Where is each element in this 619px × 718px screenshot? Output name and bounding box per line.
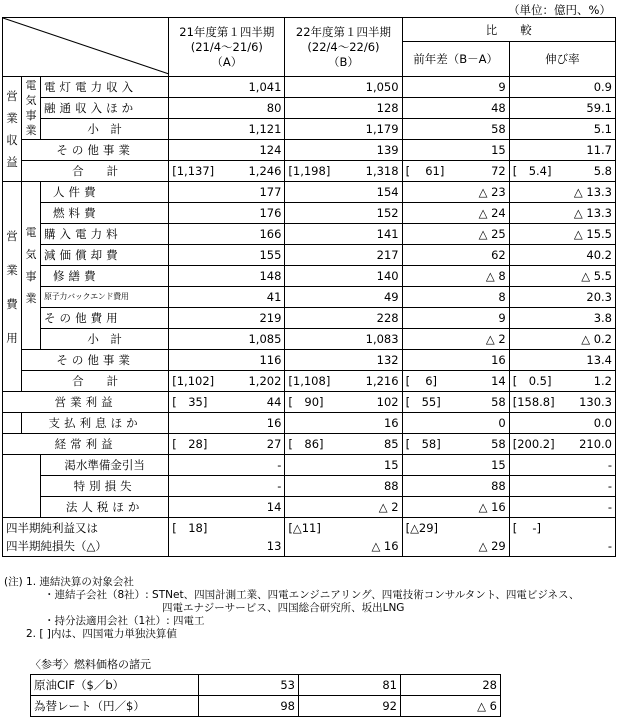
cell-rate: 5.8 xyxy=(545,161,615,182)
group-expense: 営 業 費 用 xyxy=(3,182,22,392)
cell-a: - xyxy=(169,476,285,497)
table-row xyxy=(3,224,616,245)
table-row xyxy=(3,287,616,308)
cell-diff: △ 8 xyxy=(402,266,509,287)
cell-b-bracket: [ 90] xyxy=(285,392,342,413)
cell-a: - xyxy=(169,455,285,476)
cell-diff-value: △ 29 xyxy=(478,539,506,553)
cell-a: 80 xyxy=(169,98,285,119)
cell-a xyxy=(169,518,285,557)
cell-diff: 88 xyxy=(402,476,509,497)
cell-diff: 9 xyxy=(402,308,509,329)
col-a-key: （A） xyxy=(211,54,243,69)
cell-diff: △ 25 xyxy=(402,224,509,245)
row-label: 渇水準備金引当 xyxy=(41,455,169,476)
cell-b: 132 xyxy=(285,350,402,371)
header-rate: 伸び率 xyxy=(509,42,615,77)
cell-rate: 5.1 xyxy=(509,119,615,140)
cell-rate-bracket: [ -] xyxy=(512,521,541,535)
cell-a: 44 xyxy=(226,392,285,413)
table-row xyxy=(3,182,616,203)
reference-title: 〈参考〉燃料価格の諸元 xyxy=(30,658,151,671)
note-3: 四電エナジーサービス、四国総合研究所、坂出LNG xyxy=(162,602,405,614)
row-label: その他費用 xyxy=(41,308,169,329)
cell-rate: 130.3 xyxy=(545,392,615,413)
row-label-net xyxy=(3,518,169,557)
cell-b: △ 2 xyxy=(285,497,402,518)
cell-a: 116 xyxy=(169,350,285,371)
table-row xyxy=(3,434,616,455)
row-label: 小 計 xyxy=(41,119,169,140)
group-revenue: 営 業 収 益 xyxy=(3,77,22,182)
cell-a: 27 xyxy=(226,434,285,455)
cell-rate: △ 0.2 xyxy=(509,329,615,350)
cell-rate xyxy=(509,518,615,557)
row-label: 人件費 xyxy=(41,182,169,203)
cell-rate: 1.2 xyxy=(545,371,615,392)
cell-a: 1,246 xyxy=(226,161,285,182)
table-row xyxy=(3,77,616,98)
table-row xyxy=(3,245,616,266)
cell-a-bracket: [1,102] xyxy=(169,371,226,392)
cell-b: 85 xyxy=(342,434,402,455)
cell-a: 166 xyxy=(169,224,285,245)
cell-rate: 210.0 xyxy=(545,434,615,455)
cell-diff: 14 xyxy=(449,371,509,392)
cell-rate-value: - xyxy=(607,539,612,553)
cell-rate: 11.7 xyxy=(509,140,615,161)
cell-b: 228 xyxy=(285,308,402,329)
cell-a: 176 xyxy=(169,203,285,224)
row-label: 法人税ほか xyxy=(41,497,169,518)
header-diff: 前年差（B－A） xyxy=(402,42,509,77)
cell-diff-bracket: [ 6] xyxy=(402,371,449,392)
cell-a: 16 xyxy=(169,413,285,434)
cell-a: 1,085 xyxy=(169,329,285,350)
cell-b: 49 xyxy=(285,287,402,308)
cell-a: 14 xyxy=(169,497,285,518)
table-row xyxy=(31,696,501,717)
table-row xyxy=(3,203,616,224)
cell-rate: △ 15.5 xyxy=(509,224,615,245)
cell-rate: 59.1 xyxy=(509,98,615,119)
row-label: 融通収入ほか xyxy=(41,98,169,119)
row-label: 原子力バックエンド費用 xyxy=(41,287,169,308)
row-label: 購入電力料 xyxy=(41,224,169,245)
ref-cell-b: 92 xyxy=(299,696,401,717)
table-row xyxy=(3,161,616,182)
cell-b: 141 xyxy=(285,224,402,245)
cell-a: 219 xyxy=(169,308,285,329)
ref-cell-a: 98 xyxy=(199,696,299,717)
row-label: 合 計 xyxy=(22,371,169,392)
cell-diff xyxy=(402,518,509,557)
cell-rate: △ 13.3 xyxy=(509,182,615,203)
table-row xyxy=(3,371,616,392)
table-row xyxy=(3,266,616,287)
cell-b: 1,216 xyxy=(342,371,402,392)
cell-diff: 16 xyxy=(402,350,509,371)
cell-rate: 0.9 xyxy=(509,77,615,98)
header-col-a xyxy=(169,18,285,77)
cell-rate: 20.3 xyxy=(509,287,615,308)
reference-table xyxy=(30,674,501,717)
header-corner xyxy=(3,18,169,77)
row-label: 燃料費 xyxy=(41,203,169,224)
row-label: その他事業 xyxy=(22,140,169,161)
table-row xyxy=(3,140,616,161)
cell-diff: 0 xyxy=(402,413,509,434)
cell-diff: 15 xyxy=(402,455,509,476)
cell-b-bracket: [△11] xyxy=(288,521,321,535)
row-label: 営業利益 xyxy=(3,392,169,413)
cell-a-bracket: [ 28] xyxy=(169,434,226,455)
cell-diff: 58 xyxy=(449,434,509,455)
cell-rate: △ 13.3 xyxy=(509,203,615,224)
row-label: 小 計 xyxy=(41,329,169,350)
cell-diff: 62 xyxy=(402,245,509,266)
notes xyxy=(4,576,579,641)
cell-rate: 0.0 xyxy=(509,413,615,434)
table-row xyxy=(31,675,501,696)
table-row xyxy=(3,476,616,497)
cell-b: 16 xyxy=(285,413,402,434)
corner-diagonal xyxy=(3,18,169,74)
col-b-key: （B） xyxy=(328,54,359,69)
row-label: 電灯電力収入 xyxy=(41,77,169,98)
net-label-line1: 四半期純利益又は xyxy=(6,521,98,535)
cell-b: 154 xyxy=(285,182,402,203)
note-5: 2. [ ]内は、四国電力単独決算値 xyxy=(26,628,177,640)
table-row xyxy=(3,98,616,119)
cell-a: 41 xyxy=(169,287,285,308)
cell-a: 1,121 xyxy=(169,119,285,140)
cell-rate-bracket: [ 5.4] xyxy=(509,161,545,182)
header-compare: 比 較 xyxy=(402,18,615,42)
table-row xyxy=(3,392,616,413)
cell-b: 102 xyxy=(342,392,402,413)
cell-rate: - xyxy=(509,476,615,497)
cell-a-bracket: [ 18] xyxy=(172,521,208,535)
row-label: 修繕費 xyxy=(41,266,169,287)
cell-b: 128 xyxy=(285,98,402,119)
cell-diff: 58 xyxy=(402,119,509,140)
table-row xyxy=(3,518,616,557)
cell-rate-bracket: [158.8] xyxy=(509,392,545,413)
cell-b-bracket: [ 86] xyxy=(285,434,342,455)
cell-diff: 8 xyxy=(402,287,509,308)
cell-rate: - xyxy=(509,497,615,518)
cell-diff: 72 xyxy=(449,161,509,182)
note-1: (注) 1. 連結決算の対象会社 xyxy=(4,576,134,588)
cell-a: 177 xyxy=(169,182,285,203)
cell-b: 139 xyxy=(285,140,402,161)
cell-a-value: 13 xyxy=(266,539,282,553)
cell-a: 148 xyxy=(169,266,285,287)
table-row xyxy=(3,455,616,476)
net-label-line2: 四半期純損失（△） xyxy=(6,539,107,553)
header-col-b xyxy=(285,18,402,77)
ref-cell-diff: 28 xyxy=(401,675,501,696)
cell-diff: △ 23 xyxy=(402,182,509,203)
cell-a-bracket: [1,137] xyxy=(169,161,226,182)
col-b-title: 22年度第１四半期 xyxy=(295,24,392,39)
ref-label: 為替レート（円／$） xyxy=(31,696,199,717)
cell-diff: 58 xyxy=(449,392,509,413)
row-label: その他事業 xyxy=(22,350,169,371)
cell-b-bracket: [1,108] xyxy=(285,371,342,392)
cell-diff: 48 xyxy=(402,98,509,119)
row-label: 合 計 xyxy=(22,161,169,182)
cell-diff: △ 24 xyxy=(402,203,509,224)
cell-a-bracket: [ 35] xyxy=(169,392,226,413)
row-label: 経常利益 xyxy=(3,434,169,455)
cell-b: 1,179 xyxy=(285,119,402,140)
table-row xyxy=(3,497,616,518)
cell-diff-bracket: [ 58] xyxy=(402,434,449,455)
cell-b: 1,050 xyxy=(285,77,402,98)
cell-diff-bracket: [ 55] xyxy=(402,392,449,413)
col-a-period: (21/4～21/6) xyxy=(190,39,263,54)
ref-label: 原油CIF（$／b） xyxy=(31,675,199,696)
cell-b: 140 xyxy=(285,266,402,287)
table-row xyxy=(3,329,616,350)
table-row xyxy=(3,413,616,434)
cell-diff: 15 xyxy=(402,140,509,161)
ref-cell-a: 53 xyxy=(199,675,299,696)
cell-b: 88 xyxy=(285,476,402,497)
cell-a: 124 xyxy=(169,140,285,161)
ref-cell-b: 81 xyxy=(299,675,401,696)
cell-rate: 3.8 xyxy=(509,308,615,329)
cell-rate: - xyxy=(509,455,615,476)
group-electric-expense: 電 気 事 業 xyxy=(22,182,41,350)
cell-diff: △ 2 xyxy=(402,329,509,350)
cell-b: 1,083 xyxy=(285,329,402,350)
cell-diff: △ 16 xyxy=(402,497,509,518)
cell-b xyxy=(285,518,402,557)
cell-a: 1,202 xyxy=(226,371,285,392)
cell-b: 1,318 xyxy=(342,161,402,182)
cell-b: 217 xyxy=(285,245,402,266)
table-row xyxy=(3,350,616,371)
note-2: ・連結子会社（8社）: STNet、四国計測工業、四電エンジニアリング、四電技術コンサルタント、四電ビジネス、 xyxy=(44,589,580,601)
cell-b-value: △ 16 xyxy=(371,539,399,553)
cell-b: 15 xyxy=(285,455,402,476)
cell-diff: 9 xyxy=(402,77,509,98)
group-electric-revenue: 電 気 事 業 xyxy=(22,77,41,140)
spacer xyxy=(3,413,22,434)
cell-b-bracket: [1,198] xyxy=(285,161,342,182)
unit-note: （単位：億円、%） xyxy=(508,3,611,17)
row-label: 特別損失 xyxy=(41,476,169,497)
row-label: 支払利息ほか xyxy=(22,413,169,434)
ref-cell-diff: △ 6 xyxy=(401,696,501,717)
cell-diff-bracket: [ 61] xyxy=(402,161,449,182)
cell-rate-bracket: [ 0.5] xyxy=(509,371,545,392)
cell-rate: △ 5.5 xyxy=(509,266,615,287)
cell-rate: 13.4 xyxy=(509,350,615,371)
financial-table xyxy=(2,17,616,557)
cell-rate: 40.2 xyxy=(509,245,615,266)
table-row xyxy=(3,308,616,329)
cell-rate-bracket: [200.2] xyxy=(509,434,545,455)
cell-diff-bracket: [△29] xyxy=(405,521,439,535)
col-b-period: (22/4～22/6) xyxy=(307,39,380,54)
spacer xyxy=(3,455,41,518)
cell-a: 155 xyxy=(169,245,285,266)
row-label: 減価償却費 xyxy=(41,245,169,266)
note-4: ・持分法適用会社（1社）: 四電工 xyxy=(44,615,205,627)
col-a-title: 21年度第１四半期 xyxy=(179,24,275,39)
table-row xyxy=(3,119,616,140)
cell-a: 1,041 xyxy=(169,77,285,98)
cell-b: 152 xyxy=(285,203,402,224)
